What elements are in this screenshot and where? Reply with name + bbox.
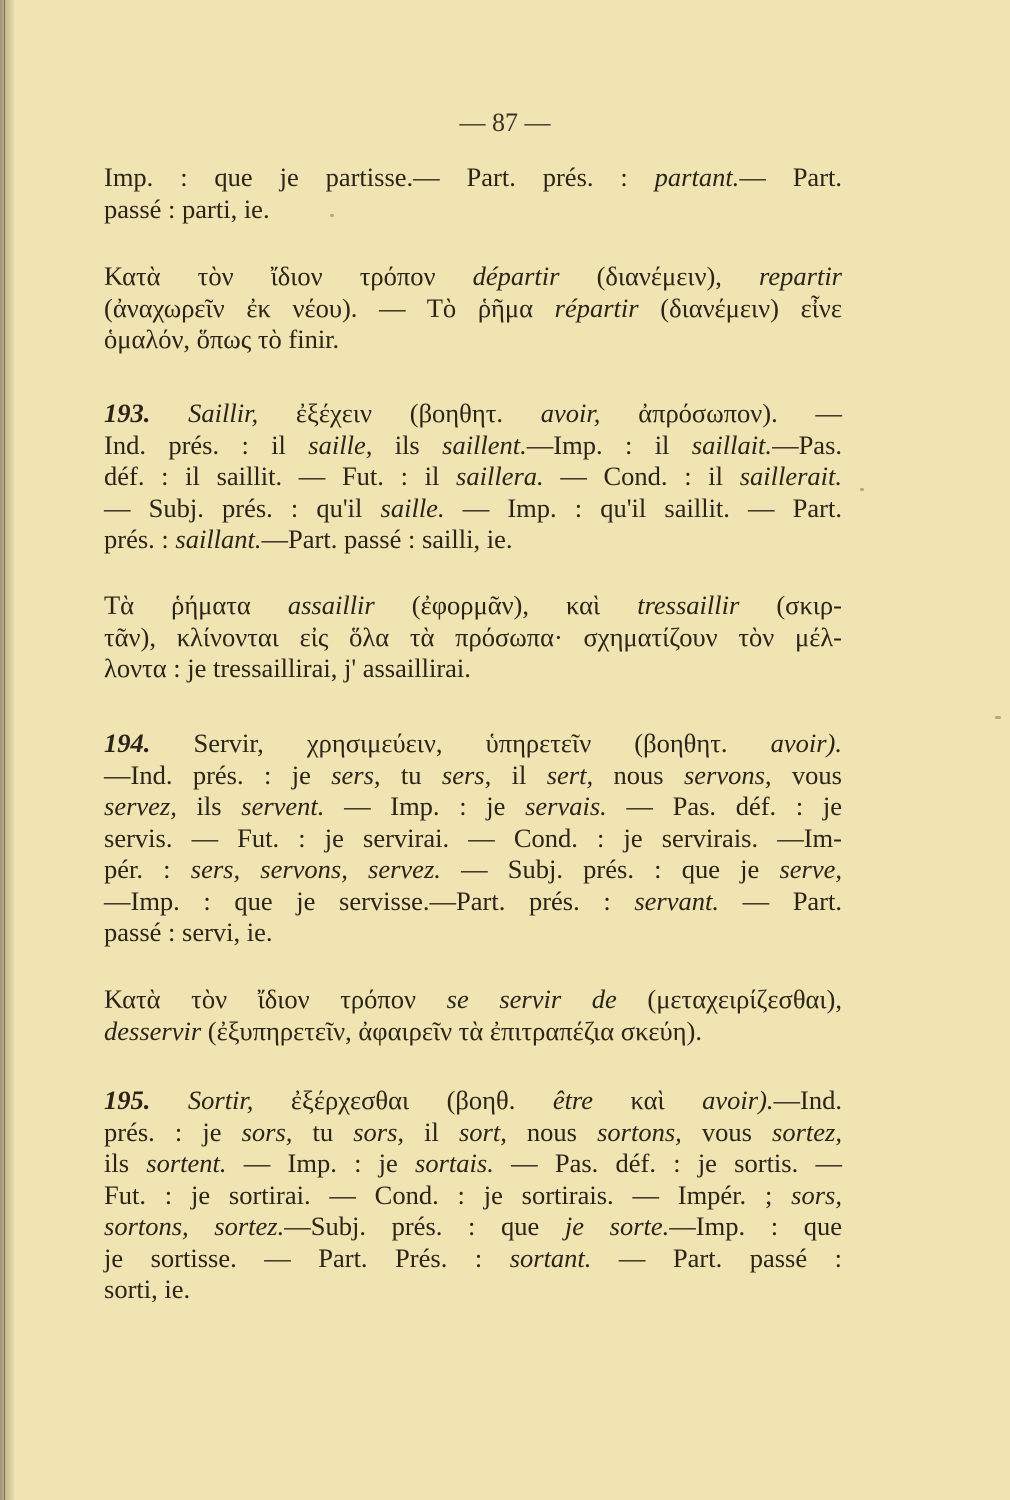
- page-number: — 87 —: [459, 108, 551, 137]
- text-line: [104, 1117, 842, 1149]
- text-segment: ils: [176, 791, 242, 821]
- text-segment: saillant.: [175, 524, 262, 554]
- text-line: [104, 984, 842, 1016]
- paper-speck: [860, 488, 864, 491]
- text-segment: servant.: [634, 885, 719, 916]
- text-line: [104, 524, 842, 556]
- text-segment: sors,: [791, 1179, 842, 1210]
- text-segment: nous: [593, 759, 684, 790]
- text-segment: sortons,: [597, 1116, 682, 1147]
- text-line: [104, 1243, 842, 1275]
- text-segment: —Imp. : que je servisse.—Part. prés. :: [104, 885, 635, 916]
- text-segment: ὁμαλόν, ὅπως τὸ finir.: [104, 324, 340, 354]
- text-line: [104, 1180, 842, 1212]
- text-segment: —Ind. prés. : je: [104, 759, 332, 790]
- text-segment: τᾶν), κλίνονται εἰς ὅλα τὰ πρόσωπα· σχηματίζουν τὸν μέλ-: [104, 621, 842, 652]
- text-segment: ils: [372, 429, 443, 460]
- text-segment: Fut. : je sortirai. — Cond. : je sortirais. — Impér. ;: [104, 1179, 792, 1210]
- text-segment: il: [491, 759, 547, 790]
- text-segment: —Pas.: [772, 429, 843, 460]
- text-segment: —Imp. : il: [526, 429, 692, 460]
- text-segment: être: [552, 1085, 594, 1115]
- text-line: [104, 1211, 842, 1243]
- text-segment: — Pas. déf. : je: [606, 791, 842, 821]
- text-segment: partant.: [654, 162, 740, 192]
- text-segment: (σκιρ-: [739, 590, 842, 620]
- text-segment: sers,: [441, 759, 492, 790]
- text-line: [104, 430, 842, 462]
- text-segment: — Pas. déf. : je sortis. —: [493, 1148, 842, 1178]
- text-segment: servent.: [241, 791, 325, 821]
- text-segment: serve,: [779, 854, 842, 884]
- text-segment: Κατὰ τὸν ἴδιον τρόπον: [104, 261, 473, 291]
- text-segment: (ἀναχωρεῖν ἐκ νέου). — Τὸ ῥῆμα: [104, 292, 555, 323]
- text-segment: (διανέμειν) εἶνε: [638, 292, 842, 323]
- text-line: [104, 653, 842, 685]
- text-segment: sortent.: [146, 1148, 227, 1178]
- text-segment: ἐξέρχεσθαι (βοηθ.: [253, 1085, 553, 1115]
- text-segment: — Imp. : je: [226, 1148, 416, 1178]
- text-segment: ἀπρόσωπον). —: [600, 398, 842, 428]
- text-line: [104, 1274, 842, 1306]
- text-segment: [150, 1085, 188, 1115]
- text-segment: sorti, ie.: [104, 1274, 191, 1304]
- text-line: [104, 917, 842, 949]
- text-segment: avoir,: [540, 398, 601, 428]
- text-segment: sortons, sortez.: [104, 1211, 285, 1241]
- text-segment: vous: [681, 1116, 773, 1147]
- text-segment: (ἐφορμᾶν), καὶ: [374, 590, 638, 620]
- text-segment: je sortisse. — Part. Prés. :: [104, 1242, 510, 1273]
- text-segment: tu: [380, 759, 442, 790]
- text-line: [104, 1148, 842, 1180]
- paper-speck: [330, 214, 334, 217]
- paragraph-assaillir-tressaillir: [104, 590, 842, 685]
- text-segment: servis. — Fut. : je servirai. — Cond. : je servirais. —Im-: [104, 822, 842, 853]
- text-line: [104, 1085, 842, 1117]
- text-segment: prés. :: [104, 524, 176, 554]
- text-segment: sers, servons, servez.: [190, 854, 441, 884]
- text-segment: desservir: [104, 1015, 202, 1046]
- text-segment: déf. : il saillit. — Fut. : il: [104, 461, 457, 491]
- text-line: [104, 760, 842, 792]
- text-line: [104, 398, 842, 430]
- text-segment: sers,: [331, 759, 381, 790]
- text-segment: sors,: [241, 1116, 293, 1147]
- text-line: [104, 293, 842, 325]
- text-segment: saillent.: [442, 429, 527, 460]
- text-line: [104, 493, 842, 525]
- text-segment: ils: [104, 1148, 147, 1178]
- text-segment: départir: [472, 261, 560, 291]
- text-line: [104, 791, 842, 823]
- text-segment: avoir).: [770, 728, 842, 758]
- text-segment: — Imp. : qu'il saillit. — Part.: [444, 492, 842, 523]
- text-line: [104, 854, 842, 886]
- paragraph-195-sortir: [104, 1085, 842, 1306]
- text-segment: λοντα : je tressaillirai, j' assaillirai.: [104, 653, 471, 683]
- paragraph-194-servir: [104, 728, 842, 949]
- text-segment: avoir).: [702, 1085, 774, 1115]
- text-segment: [150, 398, 188, 428]
- text-segment: je sorte.: [564, 1211, 670, 1241]
- text-segment: καὶ: [593, 1085, 703, 1115]
- text-segment: saillait.: [691, 429, 773, 460]
- text-segment: passé : parti, ie.: [104, 193, 270, 224]
- text-segment: — Cond. : il: [543, 461, 740, 491]
- text-segment: sortais.: [415, 1148, 494, 1178]
- text-segment: saille,: [308, 429, 373, 460]
- text-segment: (μεταχειρίζεσθαι),: [616, 984, 842, 1014]
- text-segment: —Ind.: [773, 1085, 842, 1115]
- text-line: [104, 324, 842, 356]
- paragraph-servir-compounds: [104, 984, 842, 1047]
- text-segment: servez,: [104, 791, 177, 821]
- text-segment: — Subj. prés. : qu'il: [104, 492, 381, 523]
- text-segment: 193.: [104, 398, 151, 428]
- text-segment: nous: [506, 1116, 598, 1147]
- text-segment: tressaillir: [637, 590, 740, 620]
- text-segment: assaillir: [287, 590, 375, 620]
- text-segment: repartir: [759, 261, 842, 291]
- text-line: [104, 261, 842, 293]
- paragraph-partir-conjugation: [104, 162, 842, 225]
- text-segment: se servir de: [446, 984, 617, 1014]
- text-segment: sortant.: [509, 1242, 592, 1273]
- text-segment: il: [404, 1116, 459, 1147]
- text-segment: vous: [771, 759, 842, 790]
- text-segment: saillera.: [456, 461, 544, 491]
- text-line: [104, 1016, 842, 1048]
- text-segment: Τὰ ῥήματα: [104, 590, 288, 620]
- paper-speck: [995, 716, 1001, 719]
- page-binding-edge: [0, 0, 14, 1500]
- text-segment: sert,: [546, 759, 594, 790]
- text-line: [104, 194, 842, 226]
- text-segment: — Part.: [739, 162, 843, 192]
- text-segment: 194.: [104, 728, 151, 758]
- text-segment: saille.: [380, 492, 445, 523]
- text-segment: servons,: [683, 759, 772, 790]
- paragraph-partir-compounds: [104, 261, 842, 356]
- text-line: [104, 622, 842, 654]
- text-segment: saillerait.: [739, 461, 843, 491]
- text-segment: (διανέμειν),: [559, 261, 760, 291]
- text-segment: pér. :: [104, 854, 191, 884]
- paragraph-193-saillir: [104, 398, 842, 556]
- text-segment: — Part. passé :: [591, 1242, 842, 1273]
- text-segment: 195.: [104, 1085, 151, 1115]
- text-segment: — Part.: [718, 885, 843, 916]
- text-segment: sortez,: [772, 1116, 842, 1147]
- text-segment: servais.: [525, 791, 607, 821]
- text-segment: —Part. passé : sailli, ie.: [261, 524, 513, 554]
- text-line: [104, 823, 842, 855]
- text-segment: ἐξέχειν (βοηθητ.: [258, 398, 541, 428]
- text-segment: —Subj. prés. : que: [284, 1211, 565, 1241]
- text-segment: Sortir,: [187, 1085, 254, 1115]
- text-segment: Κατὰ τὸν ἴδιον τρόπον: [104, 984, 447, 1014]
- text-segment: Ind. prés. : il: [104, 429, 309, 460]
- text-line: [104, 162, 842, 194]
- text-segment: —Imp. : que: [669, 1211, 842, 1241]
- text-line: [104, 461, 842, 493]
- text-segment: prés. : je: [104, 1116, 242, 1147]
- text-line: [104, 590, 842, 622]
- text-segment: Saillir,: [188, 398, 259, 428]
- text-segment: tu: [292, 1116, 354, 1147]
- text-segment: Servir, χρησιμεύειν, ὑπηρετεῖν (βοηθητ.: [150, 728, 771, 758]
- text-line: [104, 886, 842, 918]
- text-segment: sort,: [458, 1116, 507, 1147]
- text-segment: répartir: [554, 292, 639, 323]
- text-line: [104, 728, 842, 760]
- text-segment: passé : servi, ie.: [104, 917, 273, 947]
- text-segment: (ἐξυπηρετεῖν, ἀφαιρεῖν τὰ ἐπιτραπέζια σκεύη).: [201, 1015, 702, 1046]
- text-segment: — Imp. : je: [324, 791, 526, 821]
- text-segment: — Subj. prés. : que je: [440, 854, 780, 884]
- text-segment: Imp. : que je partisse.— Part. prés. :: [104, 162, 655, 192]
- text-segment: sors,: [353, 1116, 405, 1147]
